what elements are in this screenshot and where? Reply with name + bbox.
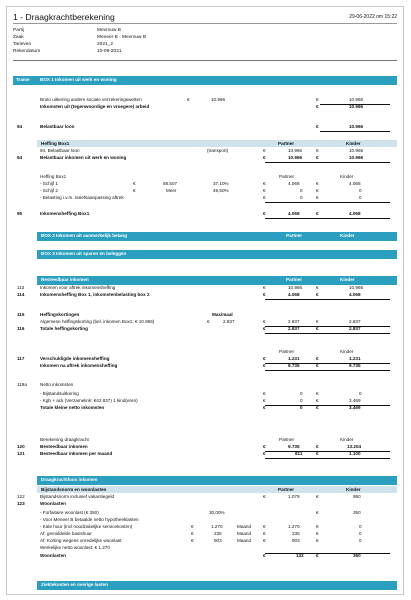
bijstandsuitkering-row: - Bijstandsuitkering € 0 € 0 xyxy=(40,391,362,396)
inkomensheffing-box1-row: 95 Inkomensheffing Box1 € 4.068 € 4.068 xyxy=(17,211,361,216)
partner-kinder-header: Partner Kinder xyxy=(279,349,354,354)
meta-divider xyxy=(13,60,397,61)
schijf1-row: - Schijf 1 € 68.507 37,10% € 4.068 € 4.068 xyxy=(40,181,361,186)
section-box3: BOX 3 Inkomen uit sparen en beleggen xyxy=(37,250,397,259)
row-122: 122 Bijstandsnorm inclusief vakantiegeld € 1.079 € 950 xyxy=(17,494,361,499)
belastbaar-loon-row: 94 Belastbaar loon € 10.966 xyxy=(17,124,364,129)
forfaitaire-woonlast-row: - Forfaitaire woonlast (€ 350) 30,00% € 350 xyxy=(40,510,361,515)
section-draagkrachtloos: Draagkrachtloos inkomen xyxy=(37,476,397,485)
heffing-box1-header: Heffing Box1 Partner Kinder xyxy=(37,140,397,147)
row-113: 113 Inkomen voor aftrek inkomensheffing € 10.966 € 10.966 xyxy=(17,285,364,290)
kgb-ack-row: - Kgb + ack (Verzamelink: €42.837) 1 kind(eren) € 0 € 3.469 xyxy=(40,398,361,403)
row-121: 121 Besteedbaar inkomen per maand € 811 € 1.100 xyxy=(17,451,361,456)
total-line xyxy=(265,333,390,334)
row-117: 117 Verschuldigde inkomensheffing € 1.231 € 1.231 xyxy=(17,356,361,361)
row-119a: 119a Netto inkomsten xyxy=(17,382,74,387)
totale-kleine-netto-row: Totale kleine netto inkomsten € 0 € 3.469 xyxy=(40,405,361,410)
bruto-uitkering-row: Bruto uitkering andere sociale verzekeringswetten € 10.966 € 10.966 xyxy=(40,97,364,102)
row-114: 114 Inkomensheffing Box 1, inkomstenbelasting box 2 € 4.068 € 4.068 xyxy=(17,292,361,297)
korting-woonlast-row: Af: Korting wegens onredelijke woonlast € 903 Maand € 903 € 0 xyxy=(40,538,362,543)
schijf2-row: - Schijf 2 € Meer 49,50% € 0 € 0 xyxy=(40,188,362,193)
werkelijke-woonlast-row: Werkelijke netto woonlast: € 1.270 xyxy=(40,545,110,550)
algemene-heffingskorting-row: Algemene heffingskorting (bel. inkomen Box1: € 10.966) € 2.837 € 2.837 € 2.837 xyxy=(40,319,361,324)
row-120: 120 Besteedbaar inkomen € 9.735 € 13.204 xyxy=(17,444,362,449)
kale-huur-row: - Kale huur (incl noodzakelijke servicekosten) € 1.270 Maand € 1.270 € 0 xyxy=(40,524,362,529)
total-line xyxy=(265,218,390,219)
woonlasten-total-row: Woonlasten € 132 € 350 xyxy=(40,553,361,558)
section-ziektekosten: Ziektekosten en overige lasten xyxy=(37,581,397,590)
belastbaar-inkomen-row: 94 Belastbaar inkomen uit werk en woning € 10.966 € 10.966 xyxy=(17,155,364,160)
tariefsaanpassing-row: - Belasting i.v.m. tariefsaanpassing aftrek € 0 € 0 xyxy=(40,195,362,200)
header-divider xyxy=(13,23,397,24)
hypotheeklasten-row: - Voor Meneer B betaalde netto hypotheeklasten xyxy=(40,517,139,522)
section-box2: BOX 2 Inkomen uit aanmerkelijk belang Partner Kinder xyxy=(37,232,397,241)
inkomen-na-aftrek-row: Inkomen na aftrek inkomensheffing € 9.735 € 9.735 xyxy=(40,363,361,368)
section-besteedbaar: Besteedbaar inkomen Partner Kinder xyxy=(37,276,397,285)
draagkracht-header: Berekening draagkracht Partner Kinder xyxy=(40,437,354,442)
basishuur-row: Af: gemiddelde basishuur € 235 Maand € 235 € 0 xyxy=(40,531,362,536)
heffing-box1-label-row: Heffing Box1 Partner Kinder xyxy=(40,174,354,179)
report-date: 29-06-2022 om 15:22 xyxy=(349,14,397,20)
section-box1: Trame BOX 1 Inkomen uit werk en woning xyxy=(13,76,397,85)
subtotal-line xyxy=(265,202,390,203)
total-line xyxy=(265,299,390,300)
total-line xyxy=(265,370,390,371)
heffing-belastbaar-row: 94. Belastbaar loon (transport) € 10.966 € 10.966 xyxy=(40,148,364,153)
row-116: 116 Totale heffingskorting € 2.837 € 2.837 xyxy=(17,326,361,331)
row-115: 115 Heffingskortingen Maximaal xyxy=(17,312,233,317)
page-title: 1 - Draagkrachtberekening xyxy=(13,12,115,22)
inkomsten-row: Inkomsten uit (tegenwoordige en vroegere) arbeid € 10.966 xyxy=(40,104,364,109)
total-line xyxy=(320,131,390,132)
report-page: 1 - Draagkrachtberekening 29-06-2022 om 15:22 Partij Mevrouw B Zaak Meneer B - Mevrouw B Tarieven 2021_2 Rekendatum 10-09-2021 Trame BOX 1 Inkomen uit werk en woning Bruto uitkering andere sociale verzekeringswetten € 10.966 € 10.966 Inkomsten uit (tegenwoordige en vroegere) arbeid € 10.966 94 Belastbaar loon € 10.966 Heffing Box1 Partner Kinder 94. Belastbaar loon (transport) € 10.966 € 10.966 94 Belastbaar inkomen uit werk en woning € 10.966 € 10.966 Heffing Box1 Partner Kinder - Schijf 1 € 68.507 37,10% € 4.068 € 4.068 - Schijf 2 € Meer 49,50% € 0 € 0 - Belasting i.v.m. tariefsaanpassing aftrek € 0 € 0 95 Inkomensheffing Box1 € 4.068 € 4.068 BOX 2 Inkomen uit aanmerkelijk belang Partner Kinder BOX 3 Inkomen uit sparen en beleggen Besteedbaar inkomen Partner Kinder 113 Inkomen voor aftrek inkomensheffing € 10.966 € 10.966 114 Inkomensheffing Box 1, inkomstenbelasting box 2 € 4.068 € 4.068 115 Heffingskortingen Maximaal Algemene heffingskorting (bel. inkomen Box1: € 10.966) € 2.837 € 2.837 € 2.837 116 Totale heffingskorting € 2.837 € 2.837 Partner Kinder 117 Verschuldigde inkomensheffing € 1.231 € 1.231 Inkomen na aftrek inkomensheffing € 9.735 € 9.735 119a Netto inkomsten - Bijstandsuitkering € 0 € 0 - Kgb + ack (Verzamelink: €42.837) 1 kind(eren) € 0 € 3.469 Totale kleine netto inkomsten € 0 € 3.469 Berekening draagkracht Partner Kinder 120 Besteedbaar inkomen € 9.735 € 13.204 121 Besteedbaar inkomen per maand € 811 € 1.100 Draagkrachtloos inkomen Bijstandsnorm en woonlasten Partner Kinder 122 Bijstandsnorm inclusief vakantiegeld € 1.079 € 950 123 Woonlasten - Forfaitaire woonlast (€ 350) 30,00% € 350 - Voor Meneer B betaalde netto hypotheeklasten - Kale huur (incl noodzakelijke servicekosten) € 1.270 Maand € 1.270 € 0 Af: gemiddelde basishuur € 235 Maand € 235 € 0 Af: Korting wegens onredelijke woonlast € 903 Maand € 903 € 0 Werkelijke netto woonlast: € 1.270 Woonlasten € 132 € 350 Ziektekosten en overige lasten xyxy=(6,6,404,595)
total-line xyxy=(265,458,390,459)
row-123: 123 Woonlasten xyxy=(17,501,66,506)
bijstandsnorm-header: Bijstandsnorm en woonlasten Partner Kinder xyxy=(37,486,397,493)
total-line xyxy=(265,162,390,163)
